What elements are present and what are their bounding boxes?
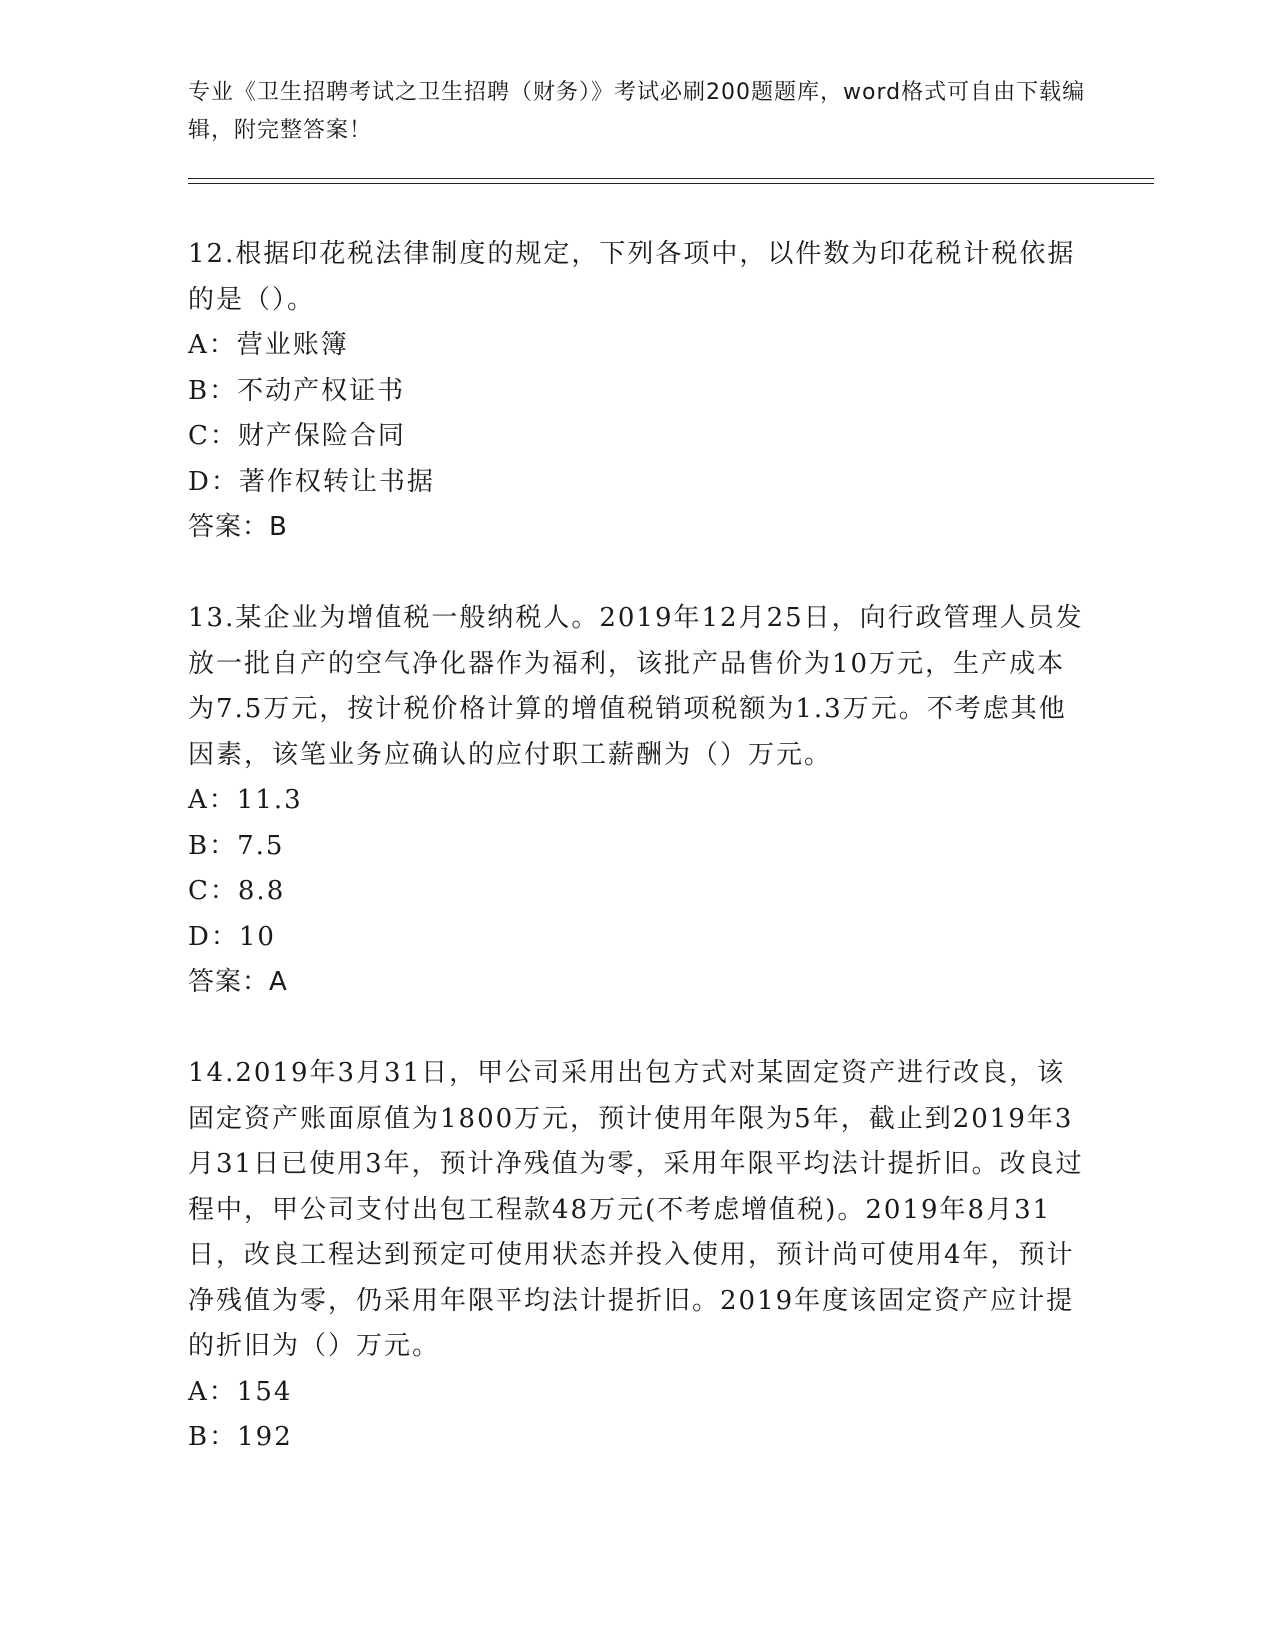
option-c: C：财产保险合同	[188, 421, 406, 451]
option-a: A：11.3	[188, 785, 303, 815]
answer: 答案：A	[188, 967, 288, 997]
document-header: 专业《卫生招聘考试之卫生招聘（财务）》考试必刷200题题库，word格式可自由下载编辑，附完整答案！	[188, 80, 1086, 143]
option-d: D：10	[188, 921, 276, 952]
header-divider-top	[188, 178, 1154, 179]
question-stem: 14.2019年3月31日，甲公司采用出包方式对某固定资产进行改良，该固定资产账面原值为1800万元，预计使用年限为5年，截止到2019年3月31日已使用3年，预计净残值为零，采用年限平均法计提折旧。改良过程中，甲公司支付出包工程款48万元(不考虑增值税)。2019年8月31日，改良工程达到预定可使用状态并投入使用，预计尚可使用4年，预计净残值为零，仍采用年限平均法计提折旧。2019年度该固定资产应计提的折旧为（）万元。	[188, 1058, 1084, 1361]
question-12	[188, 232, 1088, 551]
option-a: A：营业账簿	[188, 330, 349, 360]
option-c: C：8.8	[188, 876, 286, 906]
question-14	[188, 1051, 1088, 1461]
option-d: D：著作权转让书据	[188, 466, 435, 497]
option-b: B：192	[188, 1422, 293, 1452]
question-stem: 12.根据印花税法律制度的规定，下列各项中，以件数为印花税计税依据的是（）。	[188, 239, 1076, 315]
question-13	[188, 596, 1088, 1006]
question-stem: 13.某企业为增值税一般纳税人。2019年12月25日，向行政管理人员发放一批自产的空气净化器作为福利，该批产品售价为10万元，生产成本为7.5万元，按计税价格计算的增值税销项税额为1.3万元。不考虑其他因素，该笔业务应确认的应付职工薪酬为（）万元。	[188, 603, 1084, 770]
option-b: B：7.5	[188, 830, 285, 861]
option-a: A：154	[188, 1376, 293, 1407]
header-divider-bottom	[188, 183, 1154, 184]
answer: 答案：B	[188, 512, 288, 542]
option-b: B：不动产权证书	[188, 375, 406, 406]
